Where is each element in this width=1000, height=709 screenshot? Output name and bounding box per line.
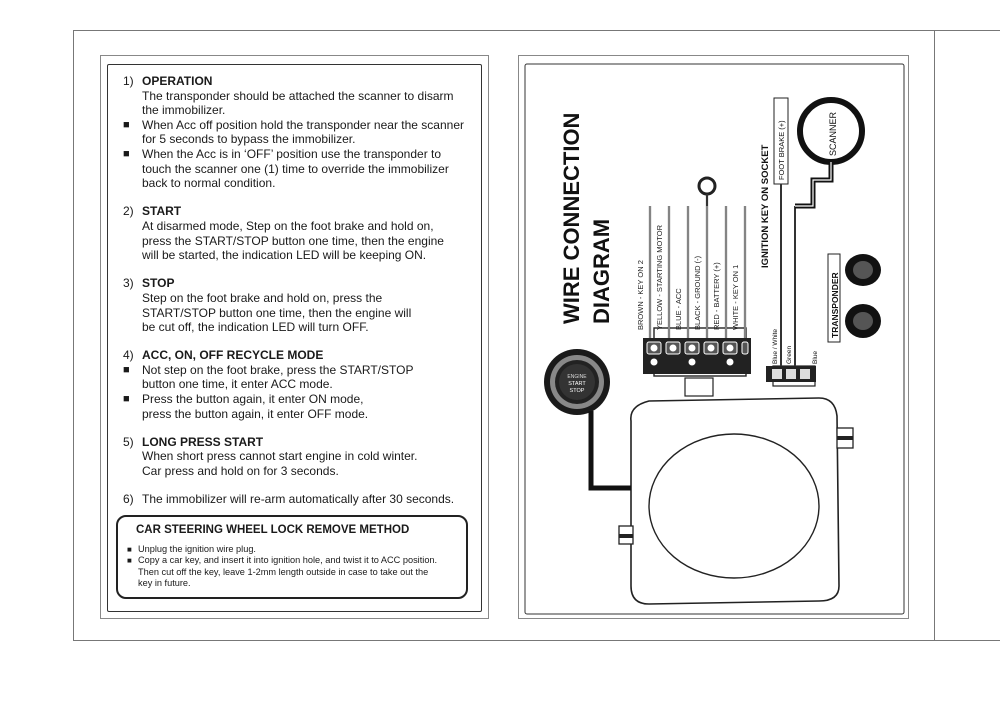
section-start: 2) START At disarmed mode, Step on the foot brake and hold on, press the START/STOP button one time, then the engine will be started, the indication LED will be keeping ON. — [123, 204, 444, 263]
ground-ring-terminal-icon — [699, 178, 715, 194]
button-text-small: ENGINE — [567, 374, 587, 380]
wire-label-brown: BROWN - KEY ON 2 — [636, 260, 645, 330]
button-cable — [591, 411, 631, 488]
list-item: ■ Not step on the foot brake, press the START/STOP — [123, 362, 414, 377]
list-item: ■ Unplug the ignition wire plug. — [127, 543, 256, 554]
list-item: ■ Copy a car key, and insert it into ignition hole, and twist it to ACC position. — [127, 555, 438, 566]
wire-label-blue-white: Blue / White — [772, 328, 779, 364]
socket-wires — [781, 184, 795, 368]
wire-label-green: Green — [786, 345, 793, 364]
section-stop: 3) STOP Step on the foot brake and hold on, press the START/STOP button one time, then the engine will be cut off, the indication LED will turn OFF. — [123, 276, 412, 335]
wire-label-blue: BLUE - ACC — [674, 288, 683, 330]
list-item: ■ When Acc off position hold the transponder near the scanner — [123, 117, 464, 132]
square-bullet-icon: ■ — [123, 118, 130, 131]
start-stop-button-icon — [544, 349, 610, 415]
steering-lock-note: CAR STEERING WHEEL LOCK REMOVE METHOD ■ Unplug the ignition wire plug. ■ Copy a car key, and insert it into ignition hole, and twist it to ACC position. Then cut off the key, leave 1-2mm length outside in case to take out the key in future. — [116, 515, 468, 599]
section-long-press: 5) LONG PRESS START When short press cannot start engine in cold winter. Car press and hold on for 3 seconds. — [123, 434, 418, 479]
scanner-coil-icon — [800, 100, 862, 162]
operation-title: OPERATION — [142, 74, 213, 88]
instructions-text — [123, 74, 468, 520]
section-rearm: 6) The immobilizer will re-arm automatically after 30 seconds. — [123, 492, 455, 507]
section-operation: 1) OPERATION The transponder should be attached the scanner to disarm the immobilizer. ■ When Acc off position hold the transponder near the scanner for 5 seconds to bypass the immobilizer. ■ When the Acc is in ‘OFF’ position use the transponder to touch the scanner one (1) time to override the immobilizer back to normal condition. — [123, 74, 468, 191]
instructions-panel — [100, 55, 489, 619]
square-bullet-icon: ■ — [127, 556, 132, 566]
steering-lock-title: CAR STEERING WHEEL LOCK REMOVE METHOD — [136, 524, 410, 536]
scanner-label: SCANNER — [828, 111, 838, 156]
button-text-stop: STOP — [569, 388, 585, 394]
wire-label-white: WHITE - KEY ON 1 — [731, 264, 740, 330]
transponder-label: TRANSPONDER — [830, 272, 840, 338]
wire-label-blue-small: Blue — [812, 350, 819, 364]
fold-line — [934, 30, 935, 641]
foot-brake-label: FOOT BRAKE (+) — [777, 120, 786, 180]
button-text-start: START — [568, 381, 586, 387]
list-item: ■ Press the button again, it enter ON mode, — [123, 392, 364, 407]
stop-title: STOP — [142, 276, 175, 291]
square-bullet-icon: ■ — [123, 393, 130, 406]
square-bullet-icon: ■ — [123, 147, 130, 160]
long-press-title: LONG PRESS START — [142, 434, 264, 449]
transponder-key-fob-icon — [845, 254, 881, 338]
socket-plug — [766, 366, 816, 382]
recycle-title: ACC, ON, OFF RECYCLE MODE — [142, 348, 324, 363]
diagram-title-line1: WIRE CONNECTION — [559, 112, 584, 324]
wire-connection-diagram — [519, 56, 910, 620]
diagram-title-line2: DIAGRAM — [589, 218, 614, 324]
diagram-panel — [518, 55, 909, 619]
section-recycle-mode: 4) ACC, ON, OFF RECYCLE MODE ■ Not step on the foot brake, press the START/STOP button one time, it enter ACC mode. ■ Press the button again, it enter ON mode, press the button again, it enter OFF mode. — [123, 348, 468, 421]
start-title: START — [142, 204, 182, 219]
ignition-socket-label: IGNITION KEY ON SOCKET — [760, 144, 771, 268]
wire-label-red: RED - BATTERY (+) — [712, 262, 721, 330]
square-bullet-icon: ■ — [123, 363, 130, 376]
square-bullet-icon: ■ — [127, 544, 132, 554]
list-item: ■ When the Acc is in ‘OFF’ position use the transponder to — [123, 146, 442, 161]
wire-label-black: BLACK - GROUND (-) — [693, 255, 702, 330]
wire-label-yellow: YELLOW - STARTING MOTOR — [655, 224, 664, 330]
wire-connector-plug — [643, 338, 751, 374]
